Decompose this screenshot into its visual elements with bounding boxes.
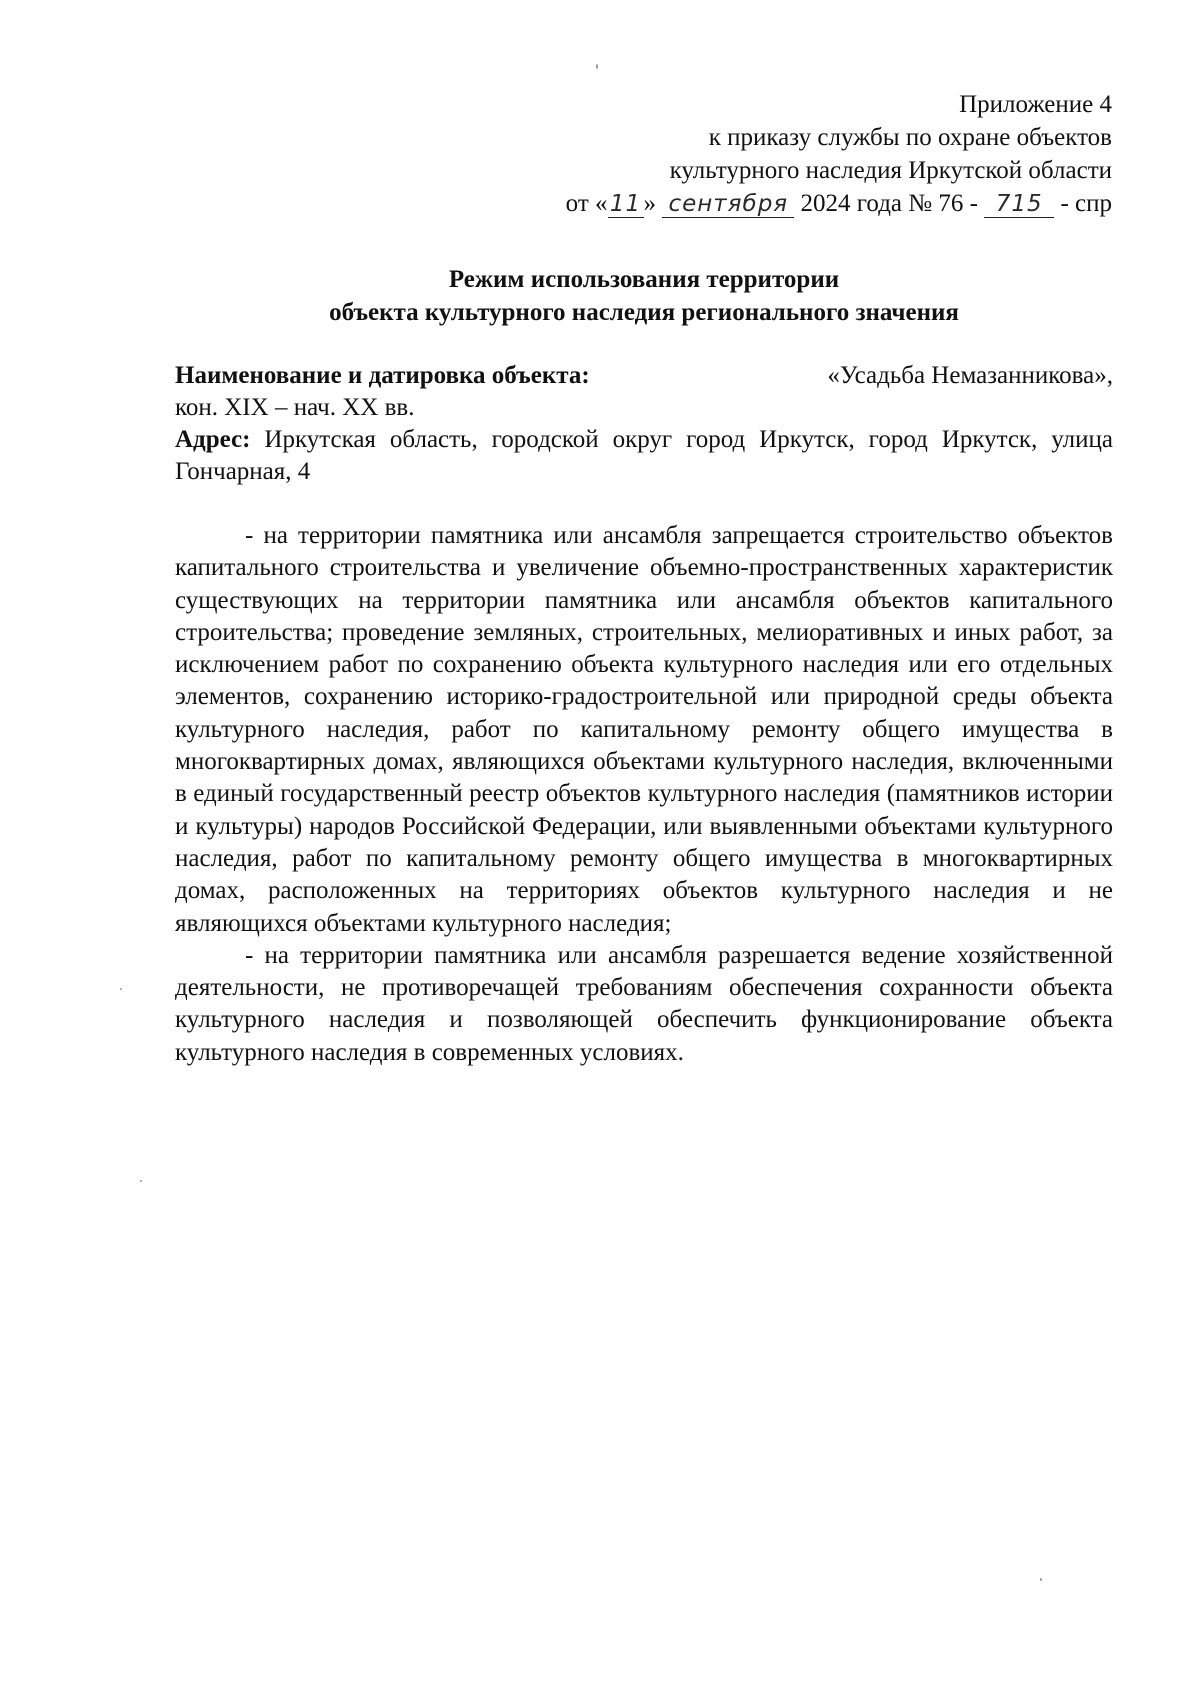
- appendix-agency: культурного наследия Иркутской области: [669, 157, 1112, 184]
- document-title: [175, 263, 1113, 329]
- scan-speck: [1040, 1578, 1042, 1581]
- appendix-date-line: [352, 187, 1112, 220]
- handwritten-month: сентября: [662, 191, 794, 218]
- prohibition-paragraph: - на территории памятника или ансамбля запрещается строительство объектов капитального строительства и увеличение объемно-пространственных характеристик существующих на территории памятника или ансамбля объектов капитального строительства; проведение земляных, строительных, мелиоративных и иных работ, за исключением работ по сохранению объекта культурного наследия или его отдельных элементов, сохранению историко-градостроительной или природной среды объекта культурного наследия, работ по капитальному ремонту общего имущества в многоквартирных домах, являющихся объектами культурного наследия, включенными в единый государственный реестр объектов культурного наследия (памятников истории и культуры) народов Российской Федерации, или выявленными объектами культурного наследия, работ по капитальному ремонту общего имущества в многоквартирных домах, расположенных на территориях объектов культурного наследия и не являющихся объектами культурного наследия;: [175, 522, 1113, 937]
- handwritten-order-number: 715: [984, 191, 1054, 218]
- date-quote-close: »: [643, 190, 657, 217]
- object-name-label: Наименование и датировка объекта:: [175, 362, 590, 389]
- object-name-value: «Усадьба Немазанникова»,: [827, 362, 1113, 389]
- scan-speck: [140, 1180, 142, 1182]
- handwritten-day: 11: [608, 191, 644, 218]
- object-name-line: [175, 360, 1113, 392]
- appendix-number: Приложение 4: [959, 91, 1112, 118]
- object-address: [175, 424, 1113, 488]
- scan-speck: [120, 988, 122, 990]
- date-year-text: 2024 года № 76 -: [800, 190, 978, 217]
- appendix-header: [352, 88, 1112, 220]
- address-value: Иркутская область, городской округ город Иркутск, город Иркутск, улица Гончарная, 4: [175, 426, 1114, 485]
- date-prefix: от «: [565, 190, 608, 217]
- scan-speck: [596, 64, 598, 69]
- appendix-order-ref: к приказу службы по охране объектов: [708, 124, 1112, 151]
- permission-paragraph: - на территории памятника или ансамбля разрешается ведение хозяйственной деятельности, не противоречащей требованиям обеспечения сохранности объекта культурного наследия и позволяющей обеспечить функционирование объекта культурного наследия в современных условиях.: [175, 941, 1113, 1066]
- object-dating: кон. XIX – нач. XX вв.: [175, 394, 415, 421]
- order-suffix: - спр: [1060, 190, 1112, 217]
- title-line-1: Режим использования территории: [448, 266, 840, 293]
- object-info: [175, 360, 1113, 488]
- address-label: Адрес:: [175, 426, 251, 453]
- title-line-2: объекта культурного наследия регионального значения: [329, 299, 959, 326]
- regime-text: [175, 520, 1113, 1069]
